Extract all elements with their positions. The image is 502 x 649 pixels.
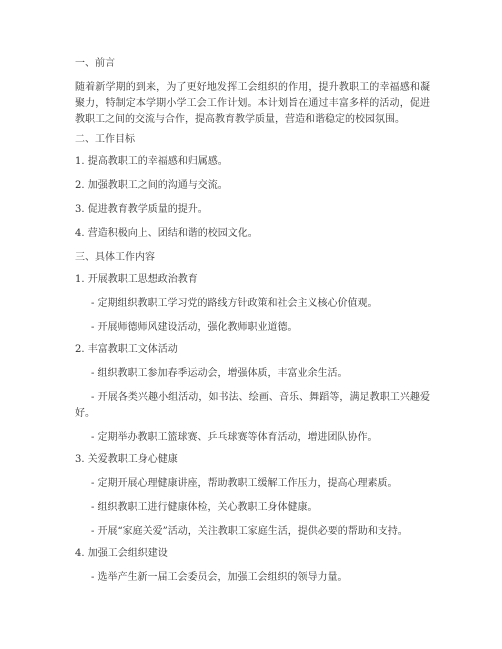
- work-item-point: - 选举产生新一届工会委员会，加强工会组织的领导力量。: [91, 572, 348, 583]
- work-item-point: - 定期举办教职工篮球赛、乒乓球赛等体育活动，增进团队协作。: [91, 432, 378, 443]
- work-item-point: - 开展“家庭关爱”活动，关注教职工家庭生活，提供必要的帮助和支持。: [91, 526, 408, 537]
- work-item-title: 3. 关爱教职工身心健康: [75, 454, 178, 465]
- work-item-point: - 定期组织教职工学习党的路线方针政策和社会主义核心价值观。: [91, 298, 378, 309]
- work-item-point: - 定期开展心理健康讲座，帮助教职工缓解工作压力，提高心理素质。: [91, 478, 398, 489]
- work-item-title: 2. 丰富教职工文体活动: [75, 344, 178, 355]
- section-heading-goals: 二、工作目标: [75, 134, 135, 145]
- work-item-point: - 组织教职工进行健康体检，关心教职工身体健康。: [91, 502, 318, 513]
- work-item-title: 1. 开展教职工思想政治教育: [75, 274, 198, 285]
- section-heading-work-content: 三、具体工作内容: [75, 252, 155, 263]
- goal-item: 3. 促进教育教学质量的提升。: [75, 204, 208, 215]
- goal-item: 1. 提高教职工的幸福感和归属感。: [75, 156, 228, 167]
- goal-item: 2. 加强教职工之间的沟通与交流。: [75, 180, 228, 191]
- work-item-title: 4. 加强工会组织建设: [75, 548, 168, 559]
- work-item-point: - 开展师德师风建设活动，强化教师职业道德。: [91, 322, 298, 333]
- intro-paragraph: 随着新学期的到来，为了更好地发挥工会组织的作用，提升教职工的幸福感和凝聚力，特制定本学期小学工会工作计划。本计划旨在通过丰富多样的活动，促进教职工之间的交流与合作，提高教育教学质量，营造和谐稳定的校园氛围。: [75, 82, 430, 125]
- work-item-point: - 组织教职工参加春季运动会，增强体质，丰富业余生活。: [91, 368, 348, 379]
- goal-item: 4. 营造积极向上、团结和谐的校园文化。: [75, 228, 258, 239]
- work-item-point: - 开展各类兴趣小组活动，如书法、绘画、音乐、舞蹈等，满足教职工兴趣爱好。: [75, 392, 430, 419]
- section-heading-preface: 一、前言: [75, 58, 115, 69]
